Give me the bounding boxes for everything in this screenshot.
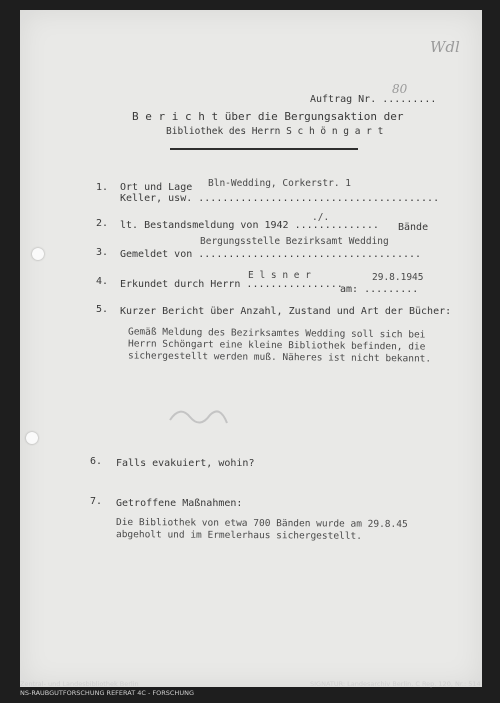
report-subtitle: Bibliothek des Herrn S c h ö n g a r t	[166, 126, 384, 137]
item-7-text-line-1: Die Bibliothek von etwa 700 Bänden wurde am 29.8.45	[115, 516, 408, 531]
item-5-text-line-1: Gemäß Meldung des Bezirksamtes Wedding soll sich bei	[127, 326, 426, 341]
item-7-label: Getroffene Maßnahmen:	[116, 498, 243, 509]
punch-hole-top	[32, 248, 44, 260]
item-4-value: E l s n e r	[248, 270, 311, 281]
item-4-label: Erkundet durch Herrn ................	[120, 279, 343, 290]
item-3-number: 3.	[96, 247, 109, 258]
item-1-number: 1.	[96, 182, 109, 193]
item-6-number: 6.	[90, 456, 103, 467]
report-title: B e r i c h t über die Bergungsaktion der	[132, 110, 404, 123]
item-2-number: 2.	[96, 218, 109, 229]
item-4-date-value: 29.8.1945	[372, 272, 424, 283]
order-number-label: Auftrag Nr. .........	[310, 94, 437, 105]
handwritten-order-number: 80	[392, 82, 408, 96]
item-7-text-line-2: abgeholt und im Ermelerhaus sichergestellt.	[115, 529, 362, 542]
item-1-value: Bln-Wedding, Corkerstr. 1	[208, 178, 351, 189]
item-2-suffix: Bände	[398, 222, 429, 233]
item-7-number: 7.	[90, 496, 103, 507]
item-3-value: Bergungsstelle Bezirksamt Wedding	[200, 236, 389, 247]
item-5-label: Kurzer Bericht über Anzahl, Zustand und Art der Bücher:	[120, 306, 452, 317]
item-3-label: Gemeldet von .....................................	[120, 249, 422, 260]
item-4-date-label: am: .........	[340, 284, 419, 295]
punch-hole-bottom	[26, 432, 38, 444]
item-2-label: lt. Bestandsmeldung von 1942 ..............	[120, 220, 379, 231]
item-6-label: Falls evakuiert, wohin?	[116, 458, 255, 469]
item-1-label-line2: Keller, usw. ........................................	[120, 193, 440, 204]
document-page	[20, 10, 482, 687]
item-5-text-line-2: Herrn Schöngart eine kleine Bibliothek befinden, die	[127, 338, 426, 353]
faint-scribble	[165, 395, 235, 435]
item-2-value: ./.	[312, 212, 330, 223]
handwritten-corner-mark: Wdl	[430, 38, 460, 56]
item-5-number: 5.	[96, 304, 109, 315]
footer-signature: SIGNATUR: Landesarchiv Berlin, C Rep. 120, Nr.: 514	[310, 680, 481, 688]
footer-department: NS-RAUBGUTFORSCHUNG REFERAT 4C - FORSCHUNG	[20, 689, 194, 697]
item-1-label: Ort und Lage	[120, 182, 193, 193]
footer-institution: Zentral- und Landesbibliothek Berlin	[20, 680, 139, 688]
item-5-text-line-3: sichergestellt werden muß. Näheres ist nicht bekannt.	[127, 350, 432, 365]
title-underline	[170, 148, 358, 150]
item-4-number: 4.	[96, 276, 109, 287]
